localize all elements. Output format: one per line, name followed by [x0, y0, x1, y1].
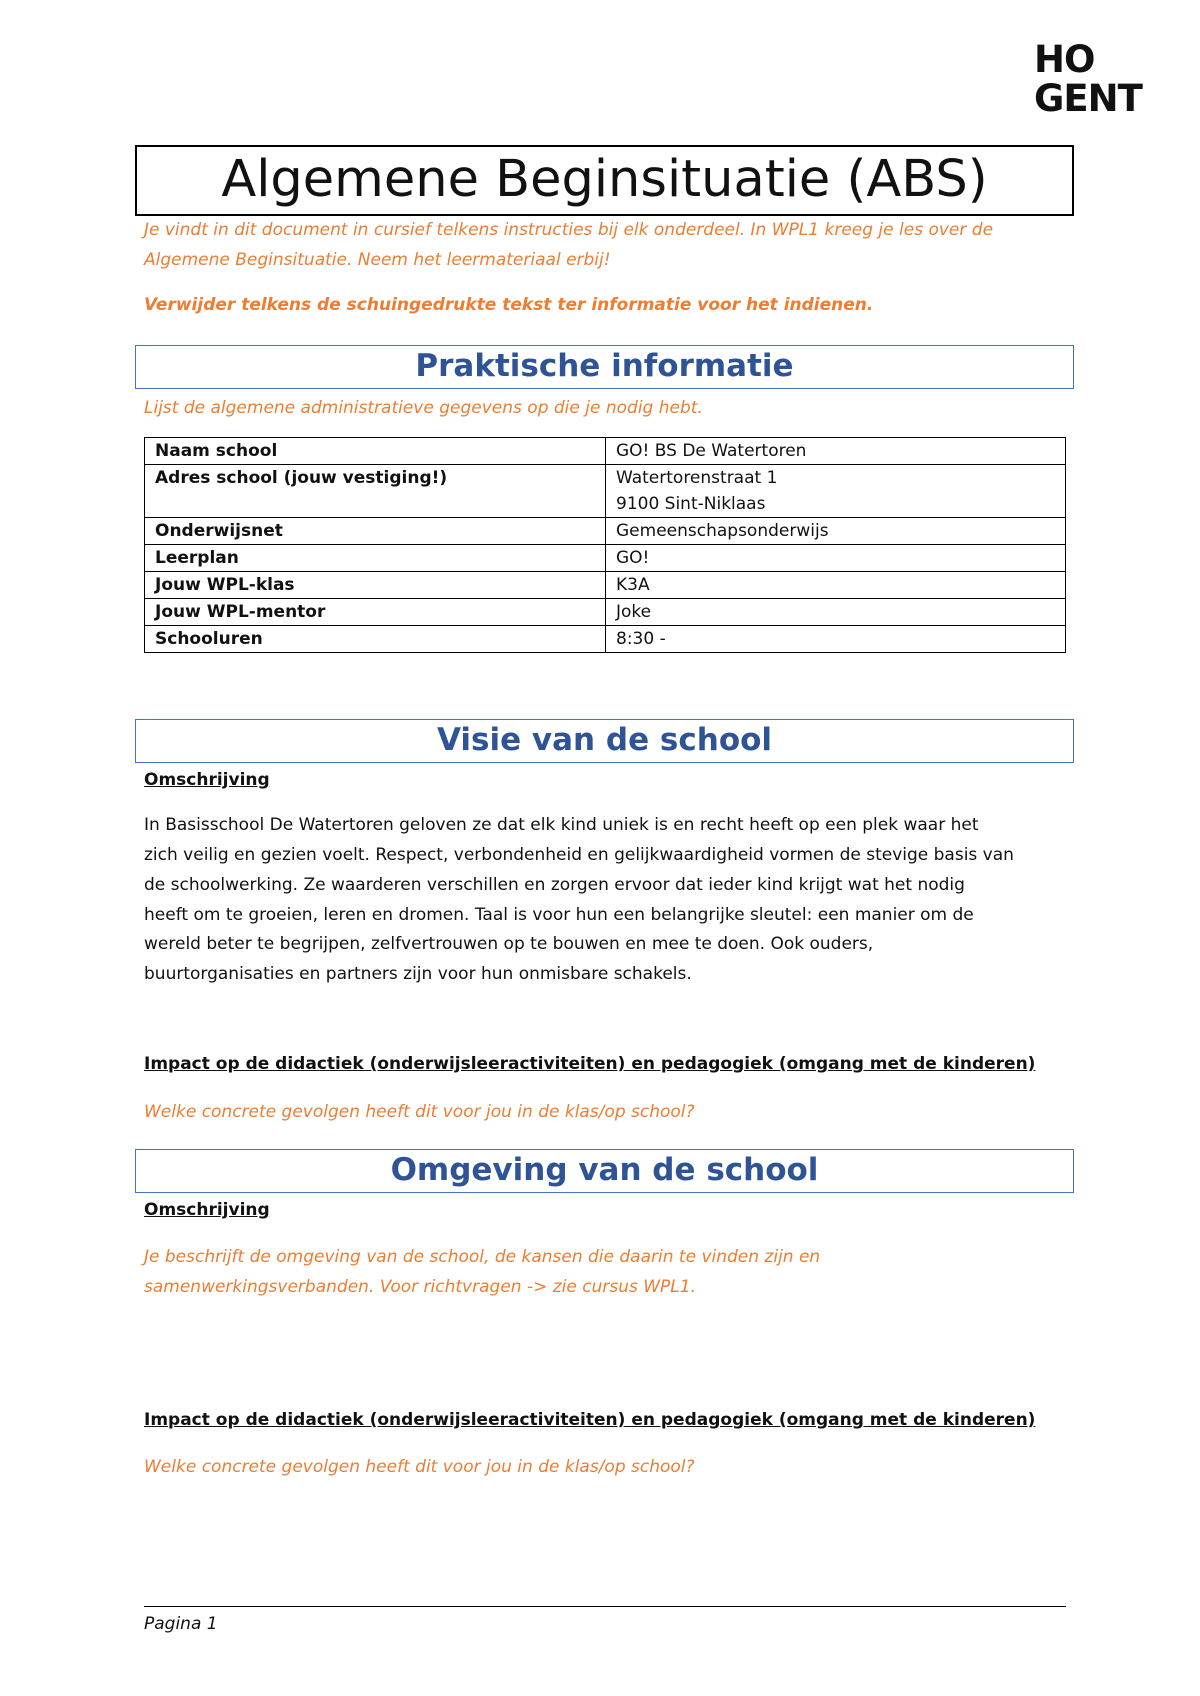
row-label: Onderwijsnet	[145, 518, 606, 545]
vision-impact-instruction: Welke concrete gevolgen heeft dit voor jou in de klas/op school?	[144, 1102, 695, 1122]
table-row	[145, 518, 1066, 545]
document-title: Algemene Beginsituatie (ABS)	[135, 145, 1074, 216]
vision-text-line: de schoolwerking. Ze waarderen verschillen en zorgen ervoor dat ieder kind krijgt wat het nodig	[144, 875, 965, 895]
page-number: Pagina 1	[144, 1614, 218, 1634]
row-value: GO! BS De Watertoren	[606, 438, 1066, 465]
vision-text-line: buurtorganisaties en partners zijn voor hun onmisbare schakels.	[144, 964, 692, 984]
intro-instruction-line-1: Je vindt in dit document in cursief telkens instructies bij elk onderdeel. In WPL1 kreeg je les over de	[144, 220, 994, 240]
row-label: Jouw WPL-mentor	[145, 599, 606, 626]
row-label: Jouw WPL-klas	[145, 572, 606, 599]
section-heading-practical: Praktische informatie	[135, 345, 1074, 389]
section-heading-vision: Visie van de school	[135, 719, 1074, 763]
row-value: Joke	[606, 599, 1066, 626]
vision-text-line: In Basisschool De Watertoren geloven ze dat elk kind uniek is en recht heeft op een plek waar het	[144, 815, 979, 835]
table-row	[145, 465, 1066, 518]
practical-instruction: Lijst de algemene administratieve gegevens op die je nodig hebt.	[144, 398, 703, 418]
vision-text-line: wereld beter te begrijpen, zelfvertrouwen op te bouwen en mee te doen. Ook ouders,	[144, 934, 874, 954]
row-value	[606, 465, 1066, 518]
table-row	[145, 545, 1066, 572]
logo-line-2: GENT	[1034, 77, 1142, 120]
address-city: 9100 Sint-Niklaas	[616, 494, 766, 514]
table-row	[145, 626, 1066, 653]
vision-subheading: Omschrijving	[144, 770, 270, 790]
vision-text-line: heeft om te groeien, leren en dromen. Taal is voor hun een belangrijke sleutel: een manier om de	[144, 905, 974, 925]
environment-impact-instruction: Welke concrete gevolgen heeft dit voor jou in de klas/op school?	[144, 1457, 695, 1477]
table-row	[145, 572, 1066, 599]
vision-text-line: zich veilig en gezien voelt. Respect, verbondenheid en gelijkwaardigheid vormen de stevige basis van	[144, 845, 1014, 865]
intro-remove-instruction: Verwijder telkens de schuingedrukte tekst ter informatie voor het indienen.	[144, 295, 874, 315]
row-label: Leerplan	[145, 545, 606, 572]
row-value: K3A	[606, 572, 1066, 599]
row-label: Naam school	[145, 438, 606, 465]
vision-impact-heading: Impact op de didactiek (onderwijsleeractiviteiten) en pedagogiek (omgang met de kinderen)	[144, 1054, 1036, 1074]
environment-instruction-line-2: samenwerkingsverbanden. Voor richtvragen -> zie cursus WPL1.	[144, 1277, 697, 1297]
environment-impact-heading: Impact op de didactiek (onderwijsleeractiviteiten) en pedagogiek (omgang met de kinderen)	[144, 1410, 1036, 1430]
hogent-logo	[1034, 40, 1164, 118]
logo-line-1: HO	[1034, 38, 1095, 81]
row-value: Gemeenschapsonderwijs	[606, 518, 1066, 545]
row-value: 8:30 -	[606, 626, 1066, 653]
row-label: Adres school (jouw vestiging!)	[145, 465, 606, 518]
footer-divider	[144, 1606, 1066, 1607]
row-label: Schooluren	[145, 626, 606, 653]
practical-info-table	[144, 437, 1066, 653]
intro-instruction-line-2: Algemene Beginsituatie. Neem het leermateriaal erbij!	[144, 250, 611, 270]
section-heading-environment: Omgeving van de school	[135, 1149, 1074, 1193]
table-row	[145, 438, 1066, 465]
address-street: Watertorenstraat 1	[616, 468, 778, 488]
environment-subheading: Omschrijving	[144, 1200, 270, 1220]
environment-instruction-line-1: Je beschrijft de omgeving van de school, de kansen die daarin te vinden zijn en	[144, 1247, 821, 1267]
row-value: GO!	[606, 545, 1066, 572]
table-row	[145, 599, 1066, 626]
